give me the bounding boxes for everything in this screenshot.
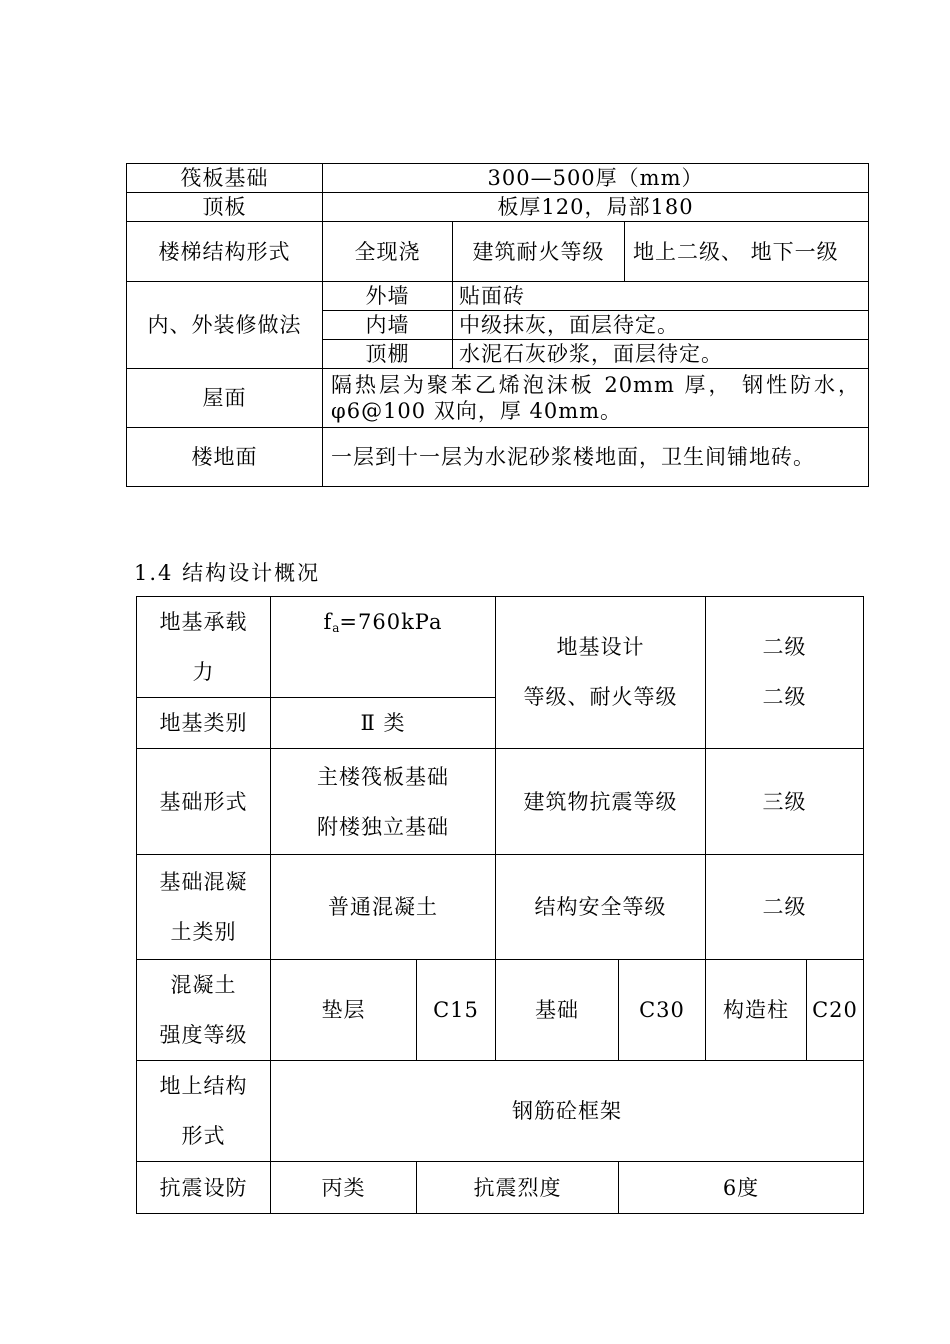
decoration-label: 内、外装修做法	[127, 282, 323, 369]
fire-rating-label: 建筑耐火等级	[453, 222, 625, 282]
seismic-grade-label: 建筑物抗震等级	[496, 749, 706, 855]
safety-label: 结构安全等级	[496, 855, 706, 960]
cushion-label: 垫层	[271, 960, 417, 1061]
foundation-value: 主楼筏板基础 附楼独立基础	[271, 749, 496, 855]
floor-label: 楼地面	[127, 428, 323, 487]
roof-label: 屋面	[127, 369, 323, 428]
roof-slab-value: 板厚120，局部180	[323, 193, 869, 222]
fire-rating-value: 地上二级、 地下一级	[625, 222, 869, 282]
decoration-part: 内墙	[323, 311, 453, 340]
intensity-label: 抗震烈度	[417, 1162, 619, 1214]
fortification-class: 丙类	[271, 1162, 417, 1214]
strength-label: 混凝土 强度等级	[137, 960, 271, 1061]
roof-slab-label: 顶板	[127, 193, 323, 222]
building-finish-table	[126, 163, 869, 487]
column-value: C20	[807, 960, 864, 1061]
design-grade-label: 地基设计 等级、耐火等级	[496, 597, 706, 749]
decoration-part: 顶棚	[323, 340, 453, 369]
raft-foundation-label: 筏板基础	[127, 164, 323, 193]
decoration-method: 水泥石灰砂浆，面层待定。	[453, 340, 869, 369]
floor-value: 一层到十一层为水泥砂浆楼地面，卫生间铺地砖。	[323, 428, 869, 487]
cushion-value: C15	[417, 960, 496, 1061]
base-label: 基础	[496, 960, 619, 1061]
decoration-method: 贴面砖	[453, 282, 869, 311]
stair-type: 全现浇	[323, 222, 453, 282]
structure-label: 地上结构 形式	[137, 1061, 271, 1162]
stair-label: 楼梯结构形式	[127, 222, 323, 282]
soil-label: 地基类别	[137, 698, 271, 749]
foundation-label: 基础形式	[137, 749, 271, 855]
section-heading: 1.4 结构设计概况	[134, 561, 321, 585]
design-grade-value: 二级 二级	[706, 597, 864, 749]
base-value: C30	[619, 960, 706, 1061]
roof-value: 隔热层为聚苯乙烯泡沫板 20mm 厚， 钢性防水， φ6@100 双向，厚 40mm。	[323, 369, 869, 428]
soil-value: Ⅱ 类	[271, 698, 496, 749]
structure-value: 钢筋砼框架	[271, 1061, 864, 1162]
decoration-part: 外墙	[323, 282, 453, 311]
raft-foundation-value: 300—500厚（mm）	[323, 164, 869, 193]
column-label: 构造柱	[706, 960, 807, 1061]
concrete-type-label: 基础混凝 土类别	[137, 855, 271, 960]
intensity-value: 6度	[619, 1162, 864, 1214]
concrete-type-value: 普通混凝土	[271, 855, 496, 960]
safety-value: 二级	[706, 855, 864, 960]
bearing-value: $f_a=760kPa$	[271, 597, 496, 698]
decoration-method: 中级抹灰，面层待定。	[453, 311, 869, 340]
bearing-label: 地基承载 力	[137, 597, 271, 698]
structure-design-table	[136, 596, 864, 1214]
fortification-label: 抗震设防	[137, 1162, 271, 1214]
seismic-grade-value: 三级	[706, 749, 864, 855]
